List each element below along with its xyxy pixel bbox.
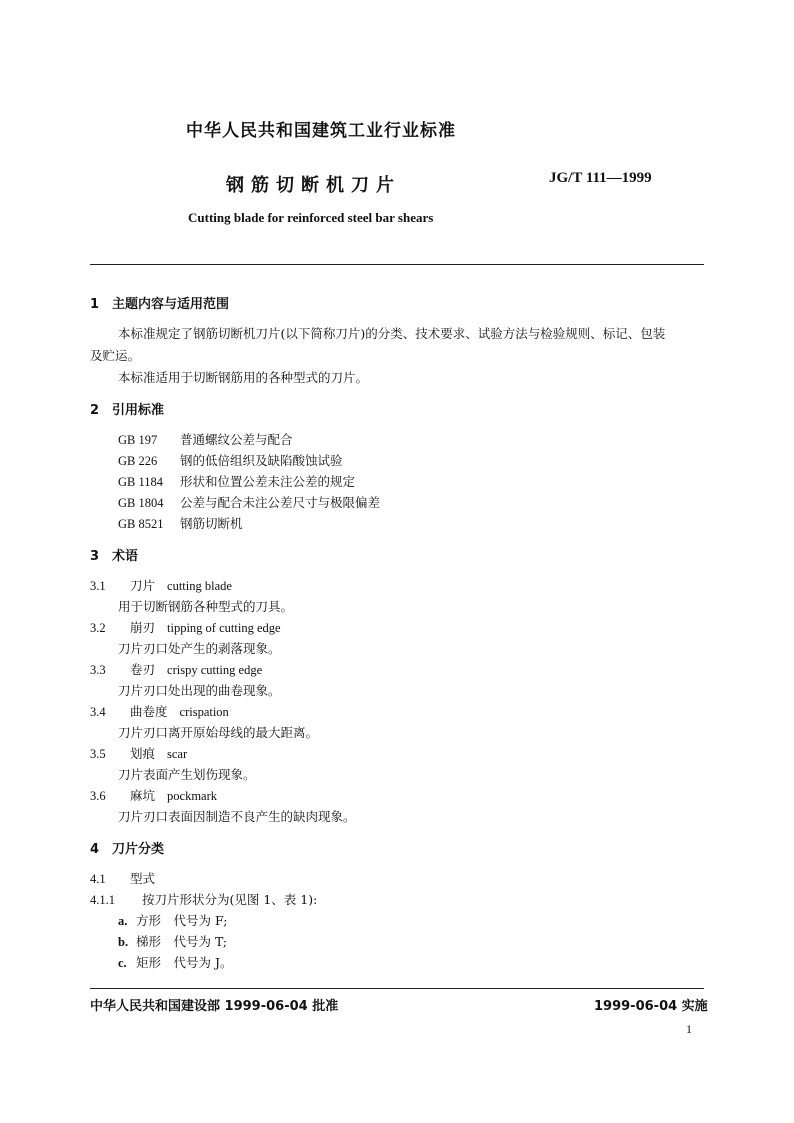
reference-name: 公差与配合未注公差尺寸与极限偏差 — [180, 495, 381, 510]
reference-name: 钢的低倍组织及缺陷酸蚀试验 — [180, 453, 343, 468]
term-english: pockmark — [167, 789, 217, 803]
paragraph-1-line-1: 本标准规定了钢筋切断机刀片(以下简称刀片)的分类、技术要求、试验方法与检验规则、标记、包装 — [118, 326, 666, 341]
approval-line: 中华人民共和国建设部 1999-06-04 批准 — [90, 999, 339, 1014]
term-chinese: 卷刃 — [130, 662, 156, 677]
term-chinese: 刀片 — [130, 578, 156, 593]
term-chinese: 崩刃 — [130, 620, 156, 635]
term-definition: 用于切断钢筋各种型式的刀具。 — [118, 599, 294, 614]
section-number: 1 — [90, 297, 100, 312]
term-number: 3.2 — [90, 621, 106, 635]
list-item-label: b. — [118, 935, 129, 949]
list-item-text: 方形 代号为 F; — [136, 913, 228, 928]
term-definition: 刀片表面产生划伤现象。 — [118, 767, 256, 782]
term-definition: 刀片刃口离开原始母线的最大距离。 — [118, 725, 319, 740]
term-chinese: 曲卷度 — [130, 704, 168, 719]
term-entry — [90, 744, 187, 762]
term-number: 3.1 — [90, 579, 106, 593]
reference-code: GB 1184 — [118, 475, 164, 489]
list-item-label: c. — [118, 956, 127, 970]
term-number: 3.5 — [90, 747, 106, 761]
subsection-title: 按刀片形状分为(见图 1、表 1): — [142, 892, 318, 907]
term-english: cutting blade — [167, 579, 232, 593]
reference-name: 形状和位置公差未注公差的规定 — [180, 474, 356, 489]
paragraph-2: 本标准适用于切断钢筋用的各种型式的刀片。 — [118, 370, 369, 385]
standard-code: JG/T 111—1999 — [549, 170, 652, 186]
subsection-title: 型式 — [130, 871, 156, 886]
term-entry — [90, 786, 217, 804]
english-subtitle: Cutting blade for reinforced steel bar shears — [188, 210, 434, 225]
page-number: 1 — [686, 1022, 692, 1036]
subsection-4-1-1 — [90, 890, 317, 908]
section-title: 刀片分类 — [112, 842, 165, 857]
section-number: 2 — [90, 403, 100, 418]
list-item — [118, 953, 233, 971]
term-definition: 刀片刃口处产生的剥落现象。 — [118, 641, 281, 656]
effective-date: 1999-06-04 实施 — [594, 999, 708, 1014]
section-number: 4 — [90, 842, 100, 857]
list-item-text: 矩形 代号为 J。 — [136, 955, 233, 970]
section-2-heading — [90, 399, 164, 418]
term-definition: 刀片刃口表面因制造不良产生的缺肉现象。 — [118, 809, 356, 824]
list-item — [118, 932, 227, 950]
section-title: 主题内容与适用范围 — [112, 297, 230, 312]
term-english: tipping of cutting edge — [167, 621, 281, 635]
term-chinese: 麻坑 — [130, 788, 156, 803]
reference-code: GB 8521 — [118, 517, 164, 531]
list-item — [118, 911, 227, 929]
term-entry — [90, 576, 232, 594]
subsection-number: 4.1 — [90, 872, 106, 886]
section-4-heading — [90, 838, 164, 857]
list-item-label: a. — [118, 914, 128, 928]
term-entry — [90, 702, 229, 720]
subsection-number: 4.1.1 — [90, 893, 115, 907]
section-title: 术语 — [112, 549, 139, 564]
reference-item — [118, 451, 343, 469]
paragraph-1-line-2: 及贮运。 — [90, 348, 141, 363]
reference-item — [118, 514, 243, 532]
reference-item — [118, 430, 293, 448]
term-entry — [90, 618, 281, 636]
reference-item — [118, 472, 355, 490]
term-number: 3.3 — [90, 663, 106, 677]
document-title: 钢筋切断机刀片 — [226, 175, 401, 196]
section-1-heading — [90, 293, 229, 312]
term-number: 3.6 — [90, 789, 106, 803]
section-3-heading — [90, 545, 138, 564]
reference-name: 钢筋切断机 — [180, 516, 243, 531]
footer-divider — [90, 988, 704, 989]
section-number: 3 — [90, 549, 100, 564]
reference-code: GB 226 — [118, 454, 158, 468]
term-english: crispation — [179, 705, 229, 719]
term-definition: 刀片刃口处出现的曲卷现象。 — [118, 683, 281, 698]
reference-name: 普通螺纹公差与配合 — [180, 432, 293, 447]
term-entry — [90, 660, 262, 678]
term-english: crispy cutting edge — [167, 663, 263, 677]
list-item-text: 梯形 代号为 T; — [136, 934, 228, 949]
subsection-4-1 — [90, 869, 155, 887]
term-english: scar — [167, 747, 188, 761]
header-divider — [90, 264, 704, 265]
term-number: 3.4 — [90, 705, 106, 719]
term-chinese: 划痕 — [130, 746, 156, 761]
reference-code: GB 1804 — [118, 496, 164, 510]
reference-item — [118, 493, 380, 511]
issuing-organization: 中华人民共和国建筑工业行业标准 — [186, 121, 456, 141]
reference-code: GB 197 — [118, 433, 158, 447]
section-title: 引用标准 — [112, 403, 165, 418]
